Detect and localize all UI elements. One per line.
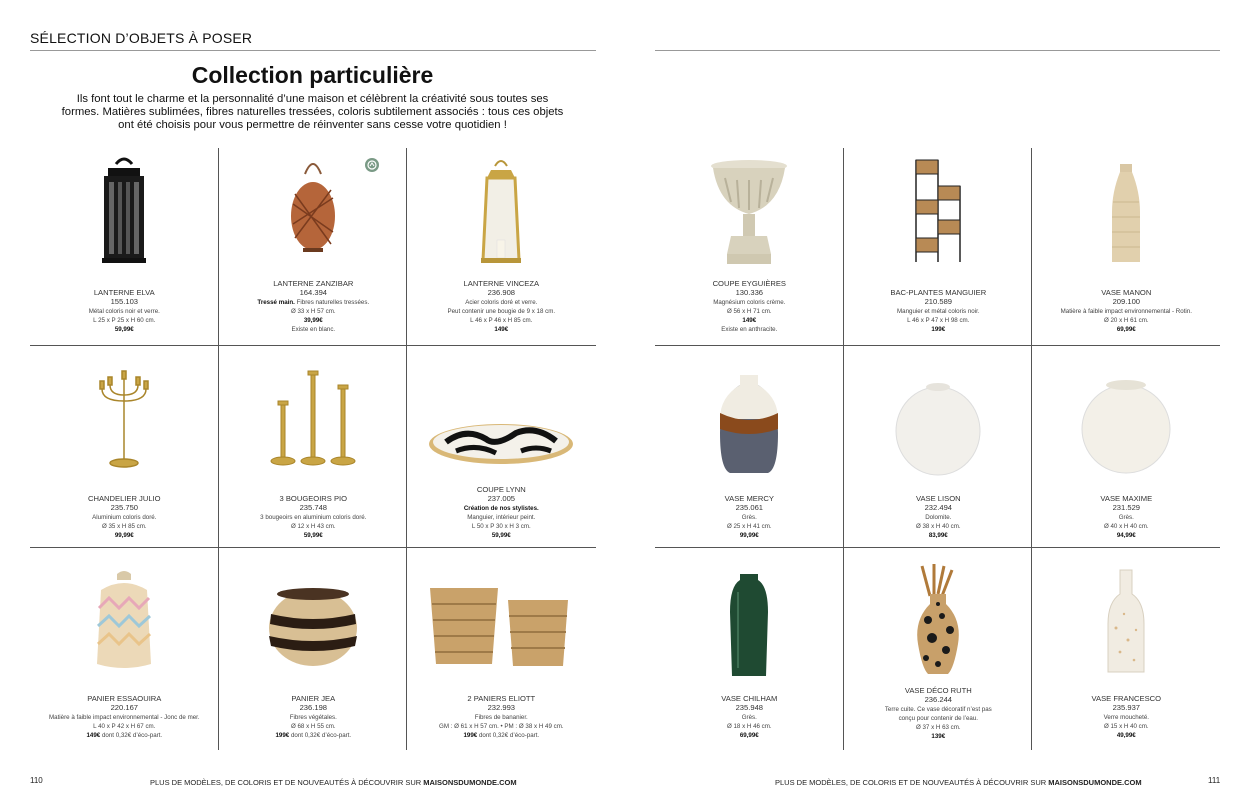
product-dims: L 50 x P 30 x H 3 cm. — [471, 523, 531, 531]
section-title: SÉLECTION D’OBJETS À POSER — [30, 30, 253, 46]
product-price: 149€ — [494, 326, 509, 334]
page-number-right: 111 — [1208, 776, 1221, 785]
product-price: 39,99€ — [303, 317, 323, 325]
product-desc: Grès. — [1118, 513, 1134, 521]
plant-stand-icon — [844, 156, 1033, 266]
product-price: 59,99€ — [491, 532, 511, 540]
product-ref: 235.750 — [110, 503, 139, 513]
product-card[interactable] — [219, 550, 408, 751]
product-price: 59,99€ — [114, 326, 134, 334]
product-price: 149€ — [742, 317, 757, 325]
footer-text: PLUS DE MODÈLES, DE COLORIS ET DE NOUVEAUTÉS À DÉCOUVRIR SUR — [775, 778, 1047, 787]
rattan-lantern-icon — [219, 154, 408, 254]
product-dims: Ø 68 x H 55 cm. — [290, 722, 336, 730]
product-ref: 236.908 — [487, 288, 516, 298]
footer-site-link[interactable]: MAISONSDUMONDE.COM — [1048, 778, 1142, 787]
product-info — [844, 686, 1033, 742]
tray-icon — [407, 417, 596, 467]
product-name: 3 BOUGEOIRS PIO — [279, 494, 348, 503]
product-info — [655, 694, 844, 740]
leopard-vase-icon — [844, 564, 1033, 678]
product-info — [1032, 288, 1221, 334]
product-card[interactable] — [219, 148, 408, 349]
product-card[interactable] — [844, 550, 1033, 751]
product-card[interactable] — [30, 550, 219, 751]
eco-part-note: dont 0,32€ d’éco-part. — [478, 732, 540, 740]
eco-part-note: dont 0,32€ d’éco-part. — [290, 732, 352, 740]
product-dims: L 46 x P 47 x H 98 cm. — [907, 316, 970, 324]
product-dims: Ø 40 x H 40 cm. — [1103, 522, 1149, 530]
product-grid-right — [655, 148, 1221, 750]
white-vase-wide-icon — [1032, 377, 1221, 477]
basket-pastel-icon — [30, 568, 219, 676]
product-ref: 231.529 — [1112, 503, 1141, 513]
product-card[interactable] — [844, 349, 1033, 550]
product-name: PANIER ESSAOUIRA — [87, 694, 162, 703]
product-info — [655, 494, 844, 540]
product-name: COUPE EYGUIÈRES — [712, 279, 787, 288]
product-name: LANTERNE ZANZIBAR — [273, 279, 354, 288]
product-dims: Ø 35 x H 85 cm. — [101, 522, 147, 530]
product-dims: Ø 33 x H 57 cm. — [290, 307, 336, 315]
product-dims: Ø 37 x H 63 cm. — [915, 724, 961, 732]
gold-lantern-icon — [407, 156, 596, 266]
product-price: 99,99€ — [739, 532, 759, 540]
product-grid-left — [30, 148, 596, 750]
product-card[interactable] — [655, 349, 844, 550]
product-price: 59,99€ — [303, 532, 323, 540]
product-ref: 232.993 — [487, 703, 516, 713]
product-name: BAC-PLANTES MANGUIER — [890, 288, 987, 297]
baskets-woven-icon — [407, 584, 596, 670]
product-ref: 235.948 — [735, 703, 764, 713]
product-dims: GM : Ø 61 x H 57 cm. • PM : Ø 38 x H 49 cm. — [439, 722, 564, 730]
product-name: VASE MAXIME — [1100, 494, 1153, 503]
product-dims: Ø 25 x H 41 cm. — [726, 522, 772, 530]
page-number-left: 110 — [30, 776, 43, 785]
product-ref: 235.748 — [299, 503, 328, 513]
candlesticks-icon — [219, 363, 408, 473]
product-name: VASE DÉCO RUTH — [904, 686, 972, 695]
product-price: 199€ — [275, 732, 290, 740]
product-info — [844, 494, 1033, 540]
product-ref: 210.589 — [924, 297, 953, 307]
product-card[interactable] — [407, 349, 596, 550]
product-card[interactable] — [30, 349, 219, 550]
product-card[interactable] — [407, 550, 596, 751]
product-name: VASE LISON — [915, 494, 961, 503]
product-desc: Acier coloris doré et verre. — [465, 298, 538, 306]
product-dims: L 46 x P 46 x H 85 cm. — [470, 317, 533, 325]
product-ref: 235.937 — [1112, 703, 1141, 713]
product-name: LANTERNE VINCEZA — [463, 279, 540, 288]
product-ref: 237.005 — [487, 494, 516, 504]
product-card[interactable] — [219, 349, 408, 550]
product-ref: 155.103 — [110, 297, 139, 307]
product-card[interactable] — [1032, 550, 1221, 751]
product-price: 99,99€ — [114, 532, 134, 540]
product-dims: Ø 56 x H 71 cm. — [726, 307, 772, 315]
product-info — [30, 694, 219, 740]
product-desc: Manguier et métal coloris noir. — [897, 307, 980, 315]
product-desc: Fibres de bananier. — [474, 713, 528, 721]
product-desc: 3 bougeoirs en aluminium coloris doré. — [260, 513, 367, 521]
footer-text: PLUS DE MODÈLES, DE COLORIS ET DE NOUVEAUTÉS À DÉCOUVRIR SUR — [150, 778, 422, 787]
candelabra-icon — [30, 363, 219, 473]
glass-bottle-vase-icon — [1032, 568, 1221, 676]
product-price: 69,99€ — [1116, 326, 1136, 334]
product-variant: Existe en blanc. — [291, 326, 336, 334]
header-rule-left — [30, 50, 596, 51]
product-info — [407, 694, 596, 740]
product-ref: 220.167 — [110, 703, 139, 713]
product-desc: Peut contenir une bougie de 9 x 18 cm. — [447, 307, 556, 315]
product-name: VASE FRANCESCO — [1091, 694, 1162, 703]
product-info — [219, 494, 408, 540]
product-desc: Fibres végétales. — [289, 713, 337, 721]
product-card[interactable] — [655, 550, 844, 751]
product-dims: Ø 38 x H 40 cm. — [915, 522, 961, 530]
product-info — [1032, 694, 1221, 740]
product-dims: Ø 18 x H 46 cm. — [726, 722, 772, 730]
product-card[interactable] — [407, 148, 596, 349]
product-desc: Dolomite. — [925, 513, 952, 521]
product-highlight: Tressé main. — [257, 298, 295, 306]
glazed-vase-icon — [655, 373, 844, 477]
product-info — [30, 288, 219, 334]
product-dims: L 40 x P 42 x H 67 cm. — [93, 722, 156, 730]
product-desc: Matière à faible impact environnemental - Rotin. — [1060, 307, 1192, 315]
urn-icon — [655, 158, 844, 268]
product-name: PANIER JEA — [291, 694, 336, 703]
collection-title: Collection particulière — [191, 62, 434, 88]
product-desc: Terre cuite. Ce vase décoratif n’est pas — [884, 705, 992, 713]
product-info — [407, 485, 596, 541]
product-info — [1032, 494, 1221, 540]
product-info — [219, 279, 408, 335]
product-card[interactable] — [844, 148, 1033, 349]
product-desc: Grès. — [741, 513, 757, 521]
product-info — [655, 279, 844, 335]
eco-part-note: dont 0,32€ d’éco-part. — [101, 732, 163, 740]
footer-right — [775, 778, 1142, 787]
product-name: COUPE LYNN — [476, 485, 526, 494]
footer-left — [150, 778, 517, 787]
product-dims: L 25 x P 25 x H 60 cm. — [93, 316, 156, 324]
product-price: 83,99€ — [928, 532, 948, 540]
product-name: VASE MERCY — [724, 494, 774, 503]
product-price: 139€ — [931, 733, 946, 741]
rattan-vase-icon — [1032, 162, 1221, 268]
product-card[interactable] — [1032, 148, 1221, 349]
product-name: CHANDELIER JULIO — [88, 494, 161, 503]
product-card[interactable] — [1032, 349, 1221, 550]
green-vase-icon — [655, 572, 844, 678]
product-card[interactable] — [30, 148, 219, 349]
product-desc: Aluminium coloris doré. — [92, 513, 157, 521]
product-dims: Ø 12 x H 43 cm. — [290, 522, 336, 530]
product-ref: 236.198 — [299, 703, 328, 713]
product-price: 199€ — [931, 326, 946, 334]
product-ref: 232.494 — [924, 503, 953, 513]
product-price: 49,99€ — [1116, 732, 1136, 740]
product-card[interactable] — [655, 148, 844, 349]
product-price: 199€ — [463, 732, 478, 740]
footer-site-link[interactable]: MAISONSDUMONDE.COM — [423, 778, 517, 787]
black-lantern-icon — [30, 156, 219, 266]
white-vase-round-icon — [844, 377, 1033, 477]
product-ref: 236.244 — [924, 695, 953, 705]
product-info — [219, 694, 408, 740]
product-info — [30, 494, 219, 540]
product-ref: 209.100 — [1112, 297, 1141, 307]
product-name: VASE MANON — [1101, 288, 1152, 297]
header-rule-right — [655, 50, 1220, 51]
product-ref: 164.394 — [299, 288, 328, 298]
product-desc: Verre moucheté. — [1103, 713, 1149, 721]
product-desc — [219, 298, 408, 307]
product-name: LANTERNE ELVA — [93, 288, 155, 297]
collection-intro: Ils font tout le charme et la personnalité d’une maison et célèbrent la créativité sous toutes ses formes. Matières sublimées, fibres naturelles tressées, coloris subtilement associés : tous ces objets ont été choisis pour vous permettre de réinventer sans cesse votre quotidien ! — [61, 93, 564, 131]
product-price: 69,99€ — [739, 732, 759, 740]
product-dims: Ø 15 x H 40 cm. — [1103, 722, 1149, 730]
product-name: 2 PANIERS ELIOTT — [467, 694, 536, 703]
product-price: 149€ — [86, 732, 101, 740]
basket-striped-icon — [219, 580, 408, 670]
product-ref: 130.336 — [735, 288, 764, 298]
product-desc: conçu pour contenir de l’eau. — [898, 714, 979, 722]
product-desc: Métal coloris noir et verre. — [88, 307, 160, 315]
product-desc: Matière à faible impact environnemental - Jonc de mer. — [48, 713, 200, 721]
product-highlight: Création de nos stylistes. — [463, 504, 539, 512]
product-variant: Existe en anthracite. — [721, 326, 778, 334]
product-ref: 235.061 — [735, 503, 764, 513]
product-material: Fibres naturelles tressées. — [296, 298, 370, 306]
product-desc: Grès. — [741, 713, 757, 721]
product-desc: Manguier, intérieur peint. — [467, 513, 536, 521]
product-desc: Magnésium coloris crème. — [713, 298, 786, 306]
product-info — [844, 288, 1033, 334]
product-price: 94,99€ — [1116, 532, 1136, 540]
product-dims: Ø 20 x H 61 cm. — [1103, 316, 1149, 324]
product-name: VASE CHILHAM — [721, 694, 778, 703]
product-info — [407, 279, 596, 335]
